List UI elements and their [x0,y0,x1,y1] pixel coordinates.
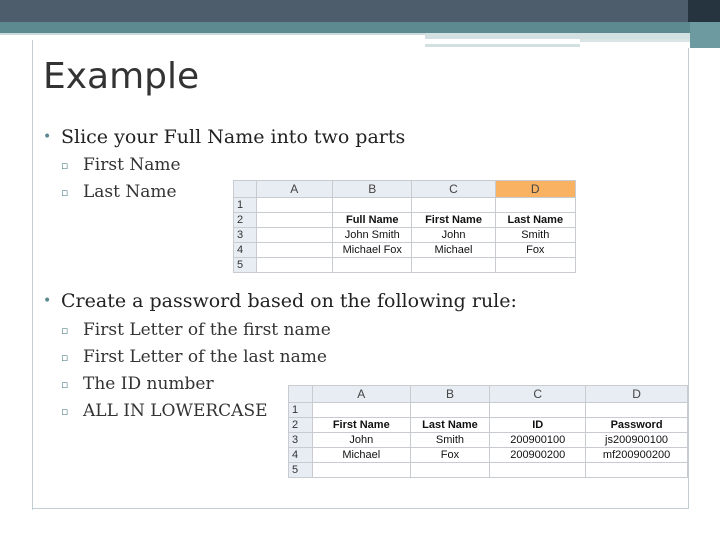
cell [410,403,490,418]
cell: Last Name [495,213,575,228]
header-bar [0,0,688,22]
subitem-text: ALL IN LOWERCASE [83,401,268,421]
subitem-rule [61,401,268,421]
subitem-text: First Letter of the last name [83,347,327,367]
cell: Fox [495,243,575,258]
slide-frame-left [32,40,33,510]
cell [256,228,332,243]
bullet-text: Slice your Full Name into two parts [61,126,406,148]
spreadsheet-passwords [288,385,688,478]
cell: Smith [410,433,490,448]
cell: 200900200 [490,448,586,463]
row-header: 5 [289,463,313,478]
bullet-create-password [43,290,517,312]
subitem-text: Last Name [83,182,177,202]
table-row [289,463,688,478]
table-row [289,448,688,463]
slide-frame-right [688,48,689,508]
cell [256,243,332,258]
square-bullet-icon: ▫ [61,186,69,199]
table-row [234,213,576,228]
cell [333,258,412,273]
cell: Last Name [410,418,490,433]
slide-frame-bottom [32,508,689,509]
cell [256,258,332,273]
square-bullet-icon: ▫ [61,351,69,364]
column-header: B [333,181,412,198]
cell [490,463,586,478]
subitem-rule [61,347,327,367]
cell [256,198,332,213]
slide-title: Example [43,56,200,97]
subitem-text: First Letter of the first name [83,320,331,340]
cell: Michael [412,243,495,258]
table-row [234,258,576,273]
corner-cell [289,386,313,403]
subitem-text: First Name [83,155,181,175]
cell: Password [586,418,688,433]
header-rule [580,39,690,42]
column-header: C [490,386,586,403]
bullet-slice-name [43,126,406,148]
subitem-rule [61,320,331,340]
cell [412,258,495,273]
row-header: 2 [289,418,313,433]
cell [495,198,575,213]
row-header: 1 [289,403,313,418]
subitem-text: The ID number [83,374,214,394]
header-rule [0,33,425,35]
corner-cell [234,181,257,198]
bullet-dot-icon: • [43,293,52,309]
subitem-rule [61,374,214,394]
square-bullet-icon: ▫ [61,378,69,391]
row-header: 5 [234,258,257,273]
table-row [234,198,576,213]
cell: Smith [495,228,575,243]
column-header: A [256,181,332,198]
header-accent-tab [690,22,720,48]
row-header: 3 [289,433,313,448]
cell [412,198,495,213]
table-row [234,243,576,258]
column-header: A [312,386,410,403]
cell: First Name [312,418,410,433]
cell [495,258,575,273]
header-accent-band [0,22,690,33]
header-bar-corner [688,0,720,22]
cell: Full Name [333,213,412,228]
cell: Fox [410,448,490,463]
cell [410,463,490,478]
square-bullet-icon: ▫ [61,159,69,172]
cell [586,403,688,418]
cell: First Name [412,213,495,228]
cell: Michael [312,448,410,463]
bullet-dot-icon: • [43,129,52,145]
cell: John Smith [333,228,412,243]
row-header: 2 [234,213,257,228]
row-header: 4 [289,448,313,463]
bullet-text: Create a password based on the following rule: [61,290,517,312]
table-row [289,418,688,433]
cell [490,403,586,418]
cell [333,198,412,213]
cell [586,463,688,478]
cell: John [312,433,410,448]
row-header: 1 [234,198,257,213]
column-header: C [412,181,495,198]
subitem-first-name [61,155,181,175]
cell [312,403,410,418]
column-header-selected: D [495,181,575,198]
table-row [289,433,688,448]
header-rule [425,44,580,47]
row-header: 3 [234,228,257,243]
cell: ID [490,418,586,433]
square-bullet-icon: ▫ [61,324,69,337]
square-bullet-icon: ▫ [61,405,69,418]
cell: 200900100 [490,433,586,448]
table-row [289,403,688,418]
spreadsheet-names [233,180,576,273]
column-header: D [586,386,688,403]
cell: John [412,228,495,243]
subitem-last-name [61,182,177,202]
table-row [234,228,576,243]
cell [256,213,332,228]
cell: js200900100 [586,433,688,448]
column-header: B [410,386,490,403]
cell [312,463,410,478]
row-header: 4 [234,243,257,258]
cell: Michael Fox [333,243,412,258]
cell: mf200900200 [586,448,688,463]
